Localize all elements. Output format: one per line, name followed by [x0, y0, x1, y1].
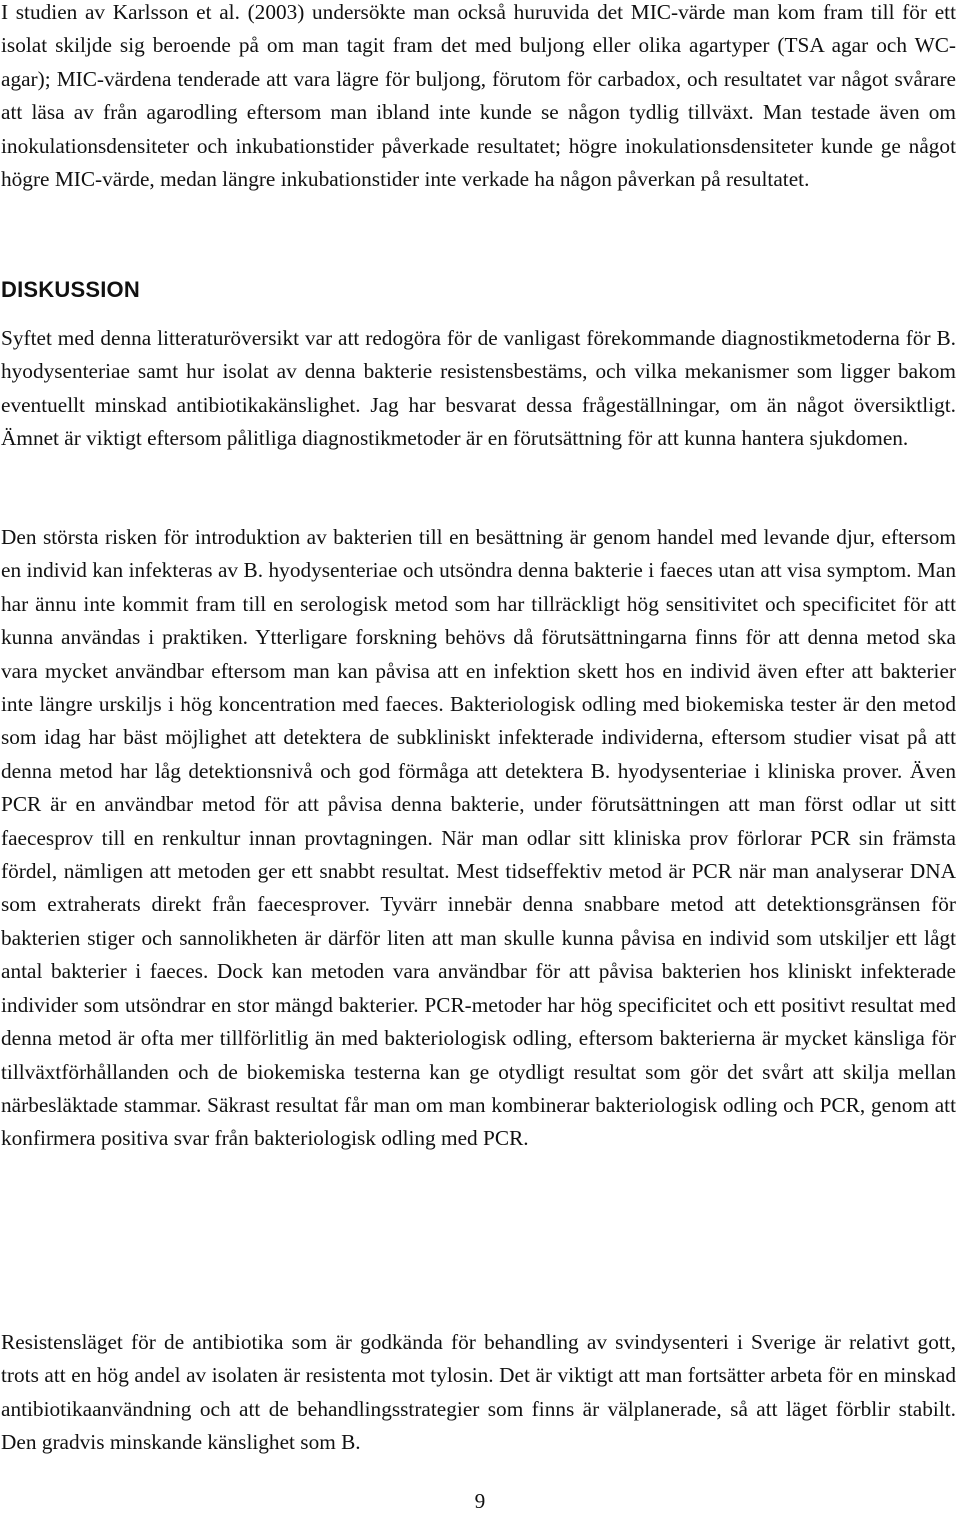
- paragraph-resistance: Resistensläget för de antibiotika som är godkända för behandling av svindysenteri i Sverige är relativt gott, trots att en hög andel av isolaten är resistenta mot tylosin. Det är viktigt att man fortsätter arbeta för en minskad antibiotikaanvändning och att de behandlingsstrategier som finns är välplanerade, så att läget förblir stabilt. Den gradvis minskande känslighet som B.: [1, 1330, 956, 1455]
- paragraph-purpose: Syftet med denna litteraturöversikt var att redogöra för de vanligast förekommande diagnostikmetoderna för B. hyodysenteriae samt hur isolat av denna bakterie resistensbestäms, och vilka mekanismer som ligger bakom eventuellt minskad antibiotikakänslighet. Jag har besvarat dessa frågeställningar, om än något översiktligt. Ämnet är viktigt eftersom pålitliga diagnostikmetoder är en förutsättning för att kunna hantera sjukdomen.: [1, 326, 956, 451]
- paragraph-karlsson-study: I studien av Karlsson et al. (2003) undersökte man också huruvida det MIC-värde man kom fram till för ett isolat skiljde sig beroende på om man tagit fram det med buljong eller olika agartyper (TSA agar och WC-agar); MIC-värdena tenderade att vara lägre för buljong, förutom för carbadox, och resultatet var något svårare att läsa av från agarodling eftersom man ibland inte kunde se någon tydlig tillväxt. Man testade även om inokulationsdensiteter och inkubationstider påverkade resultatet; högre inokulationsdensiteter kunde ge något högre MIC-värde, medan längre inkubationstider inte verkade ha någon påverkan på resultatet.: [1, 0, 956, 192]
- section-heading-diskussion: DISKUSSION: [1, 277, 140, 302]
- paragraph-diagnostics: Den största risken för introduktion av bakterien till en besättning är genom handel med levande djur, eftersom en individ kan infekteras av B. hyodysenteriae och utsöndra denna bakterie i faeces utan att visa symptom. Man har ännu inte kommit fram till en serologisk metod som har tillräckligt hög sensitivitet och specificitet för att kunna användas i praktiken. Ytterligare forskning behövs då förutsättningarna finns för att denna metod ska vara mycket användbar eftersom man kan påvisa att en infektion skett hos en individ även efter att bakterier inte längre urskiljs i hög koncentration med faeces. Bakteriologisk odling med biokemiska tester är den metod som idag har bäst möjlighet att detektera de subkliniskt infekterade individerna, eftersom studier visat på att denna metod har låg detektionsnivå och god förmåga att detektera B. hyodysenteriae i kliniska prover. Även PCR är en användbar metod för att påvisa denna bakterie, under förutsättningen att man först odlar ut sitt faecesprov till en renkultur innan provtagningen. När man odlar sitt kliniska prov förlorar PCR sin främsta fördel, nämligen att metoden ger ett snabbt resultat. Mest tidseffektiv metod är PCR när man analyserar DNA som extraherats direkt från faecesprover. Tyvärr innebär denna snabbare metod att detektionsgränsen för bakterien stiger och sannolikheten är därför liten att man skulle kunna påvisa en individ som utskiljer ett lågt antal bakterier i faeces. Dock kan metoden vara användbar för att påvisa bakterien hos kliniskt infekterade individer som utsöndrar en stor mängd bakterier. PCR-metoder har hög specificitet och ett positivt resultat med denna metod är ofta mer tillförlitlig än med bakteriologisk odling, eftersom bakterierna är mycket känsliga för tillväxtförhållanden och de biokemiska testerna kan ge otydligt resultat som gör det svårt att skilja mellan närbesläktade stammar. Säkrast resultat får man om man kombinerar bakteriologisk odling och PCR, genom att konfirmera positiva svar från bakteriologisk odling med PCR.: [1, 525, 956, 1151]
- page-number: 9: [474, 1489, 486, 1513]
